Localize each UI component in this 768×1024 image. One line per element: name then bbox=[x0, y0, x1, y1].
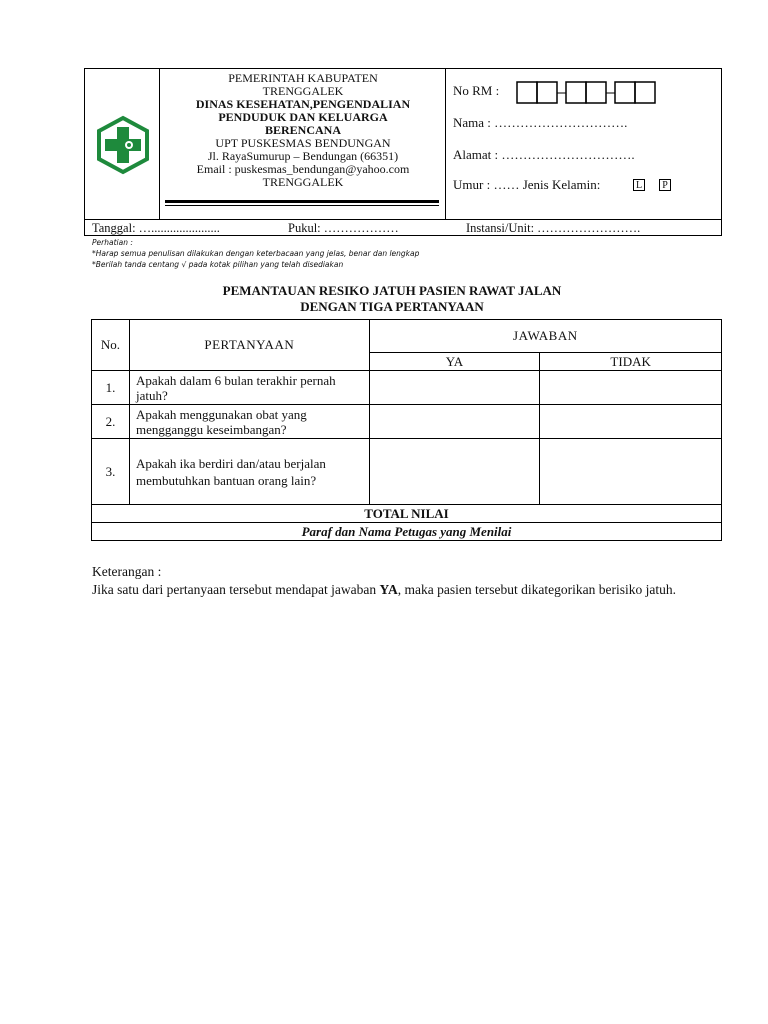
tanggal-field[interactable]: Tanggal: …...................... bbox=[92, 221, 220, 235]
col-header-tidak: TIDAK bbox=[540, 353, 722, 371]
alamat-field[interactable]: Alamat : …………………………. bbox=[453, 147, 635, 162]
row-question: Apakah dalam 6 bulan terakhir pernah jatuh? bbox=[129, 371, 369, 405]
umur-row bbox=[453, 177, 600, 193]
answer-tidak-cell[interactable] bbox=[540, 439, 722, 505]
pukul-field[interactable]: Pukul: ……………… bbox=[288, 221, 399, 235]
gender-l-checkbox[interactable]: L bbox=[633, 179, 645, 191]
remarks-text-part-1: Jika satu dari pertanyaan tersebut mendapat jawaban bbox=[92, 582, 380, 597]
notes-block bbox=[92, 237, 419, 270]
header-frame bbox=[84, 68, 722, 236]
date-time-row bbox=[85, 219, 722, 236]
institution-line: PENDUDUK DAN KELUARGA bbox=[218, 110, 388, 124]
row-question: Apakah ika berdiri dan/atau berjalan membutuhkan bantuan orang lain? bbox=[129, 439, 369, 505]
row-question: Apakah menggunakan obat yang mengganggu keseimbangan? bbox=[129, 405, 369, 439]
nama-field[interactable]: Nama : …………………………. bbox=[453, 115, 628, 130]
answer-ya-cell[interactable] bbox=[369, 405, 540, 439]
row-number: 2. bbox=[92, 405, 130, 439]
remarks-block bbox=[92, 563, 692, 599]
instansi-field[interactable]: Instansi/Unit: ……………………. bbox=[466, 221, 641, 235]
institution-block bbox=[160, 69, 446, 219]
no-rm-label: No RM : bbox=[453, 83, 500, 98]
remarks-label: Keterangan : bbox=[92, 564, 162, 579]
header-double-rule-thick bbox=[165, 200, 439, 203]
answer-ya-cell[interactable] bbox=[369, 371, 540, 405]
row-number: 3. bbox=[92, 439, 130, 505]
gender-p-checkbox[interactable]: P bbox=[659, 179, 671, 191]
institution-line: TRENGGALEK bbox=[262, 84, 344, 98]
table-row bbox=[92, 405, 722, 439]
institution-line: TRENGGALEK bbox=[262, 175, 344, 189]
patient-info-block bbox=[446, 69, 722, 219]
fall-risk-table bbox=[91, 319, 722, 541]
remarks-text-part-2: , maka pasien tersebut dikategorikan berisiko jatuh. bbox=[397, 582, 676, 597]
no-rm-row bbox=[453, 83, 499, 99]
umur-gender-label: Umur : …… Jenis Kelamin: bbox=[453, 177, 601, 192]
row-number: 1. bbox=[92, 371, 130, 405]
form-title bbox=[92, 283, 692, 315]
notes-line-1: *Harap semua penulisan dilakukan dengan keterbacaan yang jelas, benar dan lengkap bbox=[92, 249, 420, 258]
answer-tidak-cell[interactable] bbox=[540, 405, 722, 439]
signature-row[interactable]: Paraf dan Nama Petugas yang Menilai bbox=[92, 523, 722, 541]
table-row bbox=[92, 371, 722, 405]
remarks-text-bold: YA bbox=[379, 582, 398, 597]
institution-line: Jl. RayaSumurup – Bendungan (66351) bbox=[207, 149, 399, 163]
notes-heading: Perhatian : bbox=[92, 238, 133, 247]
notes-line-2: *Berilah tanda centang √ pada kotak pilihan yang telah disediakan bbox=[92, 260, 344, 269]
answer-tidak-cell[interactable] bbox=[540, 371, 722, 405]
puskesmas-logo-icon bbox=[95, 115, 151, 175]
answer-ya-cell[interactable] bbox=[369, 439, 540, 505]
institution-line: DINAS KESEHATAN,PENGENDALIAN bbox=[195, 97, 411, 111]
header-double-rule-thin bbox=[165, 205, 439, 206]
total-score-row: TOTAL NILAI bbox=[92, 505, 722, 523]
form-title-line-1: PEMANTAUAN RESIKO JATUH PASIEN RAWAT JALAN bbox=[222, 283, 562, 298]
form-title-line-2: DENGAN TIGA PERTANYAAN bbox=[300, 299, 484, 314]
institution-line: Email : puskesmas_bendungan@yahoo.com bbox=[196, 162, 410, 176]
logo-cell bbox=[85, 69, 160, 219]
institution-line: UPT PUSKESMAS BENDUNGAN bbox=[215, 136, 391, 150]
institution-line: PEMERINTAH KABUPATEN bbox=[228, 71, 378, 85]
col-header-ya: YA bbox=[369, 353, 540, 371]
col-header-answer: JAWABAN bbox=[369, 320, 721, 353]
remarks-text bbox=[92, 581, 692, 599]
no-rm-boxes bbox=[516, 81, 664, 103]
col-header-question: PERTANYAAN bbox=[129, 320, 369, 371]
table-row bbox=[92, 439, 722, 505]
col-header-no: No. bbox=[92, 320, 130, 371]
institution-line: BERENCANA bbox=[264, 123, 341, 137]
